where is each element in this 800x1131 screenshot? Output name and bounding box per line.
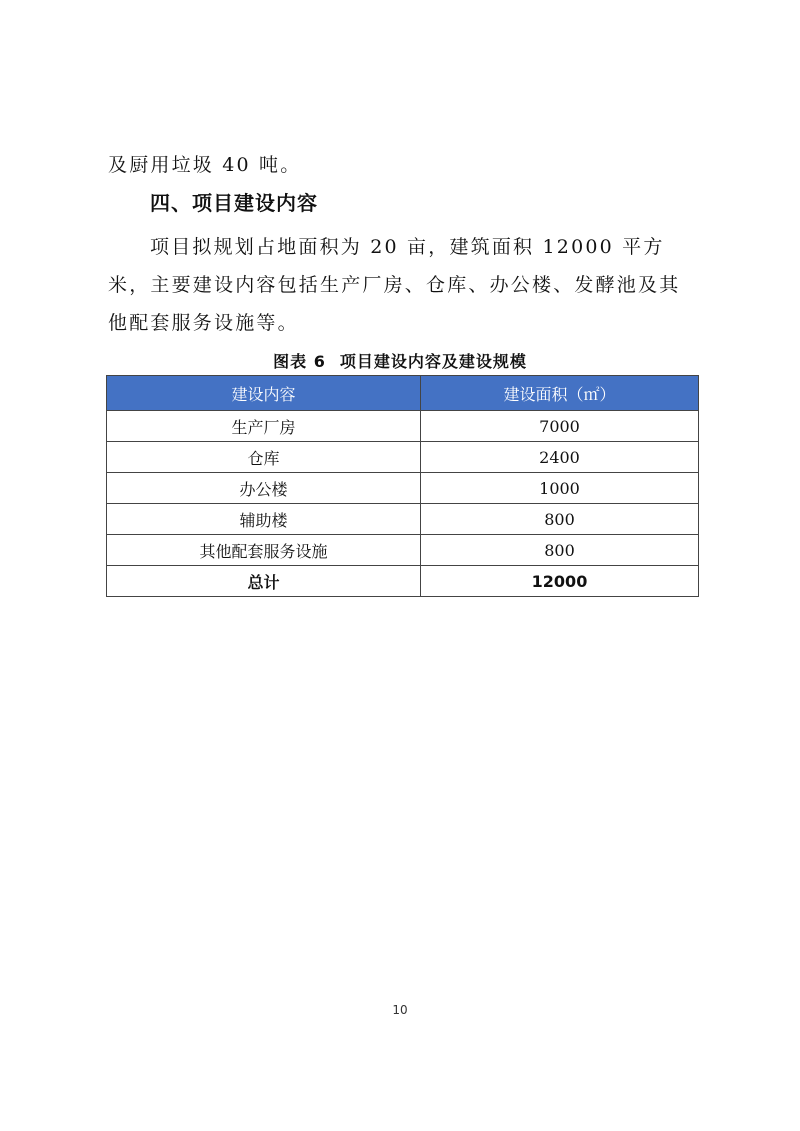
row-area: 800	[421, 504, 699, 535]
table-total-row	[107, 566, 699, 597]
table-row	[107, 411, 699, 442]
row-item: 其他配套服务设施	[107, 535, 421, 566]
header-area: 建设面积（㎡）	[421, 376, 699, 411]
construction-table	[106, 375, 699, 597]
page-number: 10	[392, 1003, 408, 1017]
table-row	[107, 535, 699, 566]
table-row	[107, 473, 699, 504]
section-heading: 四、项目建设内容	[150, 191, 318, 215]
row-item: 仓库	[107, 442, 421, 473]
row-area: 1000	[421, 473, 699, 504]
total-label: 总计	[107, 566, 421, 597]
table-row	[107, 442, 699, 473]
row-item: 辅助楼	[107, 504, 421, 535]
row-area: 7000	[421, 411, 699, 442]
total-area: 12000	[421, 566, 699, 597]
table-header-row	[107, 376, 699, 411]
row-item: 生产厂房	[107, 411, 421, 442]
table-caption-label: 图表 6	[273, 352, 326, 371]
body-paragraph: 项目拟规划占地面积为 20 亩，建筑面积 12000 平方米，主要建设内容包括生产厂房、仓库、办公楼、发酵池及其他配套服务设施等。	[108, 236, 681, 334]
row-area: 2400	[421, 442, 699, 473]
row-item: 办公楼	[107, 473, 421, 504]
table-caption-title: 项目建设内容及建设规模	[339, 352, 527, 371]
header-item: 建设内容	[107, 376, 421, 411]
paragraph-continuation: 及厨用垃圾 40 吨。	[108, 154, 302, 176]
table-caption	[0, 349, 800, 372]
row-area: 800	[421, 535, 699, 566]
table-row	[107, 504, 699, 535]
